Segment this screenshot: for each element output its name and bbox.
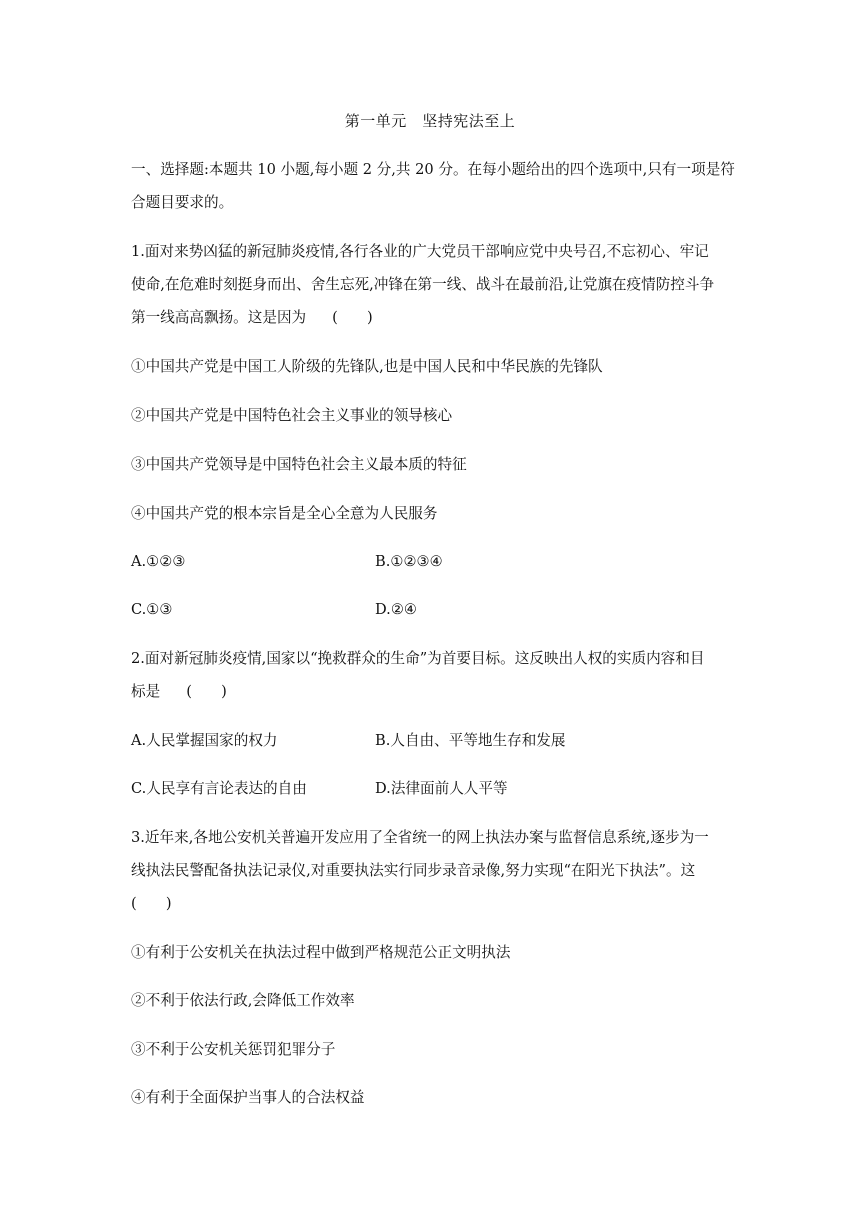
section-instructions-line2: 合题目要求的。 <box>131 194 234 211</box>
q1-statement-2: ②中国共产党是中国特色社会主义事业的领导核心 <box>131 407 453 424</box>
q3-statement-1: ①有利于公安机关在执法过程中做到严格规范公正文明执法 <box>131 944 511 961</box>
q2-stem-line2 <box>131 682 731 702</box>
q3-statement-3: ③不利于公安机关惩罚犯罪分子 <box>131 1041 336 1058</box>
q3-statement-2: ②不利于依法行政,会降低工作效率 <box>131 992 355 1009</box>
q1-option-d: D.②④ <box>375 601 417 618</box>
q3-stem-line1: 3.近年来,各地公安机关普遍开发应用了全省统一的网上执法办案与监督信息系统,逐步为一 <box>131 829 709 846</box>
q1-option-a: A.①②③ <box>131 553 186 570</box>
q3-stem-line2: 线执法民警配备执法记录仪,对重要执法实行同步录音录像,努力实现“在阳光下执法”。这 <box>131 862 696 879</box>
q3-statement-4: ④有利于全面保护当事人的合法权益 <box>131 1089 365 1106</box>
q2-answer-blank: ( ) <box>186 683 227 700</box>
q2-option-c: C.人民享有言论表达的自由 <box>131 780 307 797</box>
q2-option-d: D.法律面前人人平等 <box>375 780 508 797</box>
q1-stem-text: 第一线高高飘扬。这是因为 <box>131 309 307 326</box>
q1-statement-4: ④中国共产党的根本宗旨是全心全意为人民服务 <box>131 505 438 522</box>
q1-answer-blank: ( ) <box>332 309 373 326</box>
q1-option-c: C.①③ <box>131 601 173 618</box>
q1-statement-1: ①中国共产党是中国工人阶级的先锋队,也是中国人民和中华民族的先锋队 <box>131 358 603 375</box>
q1-statement-3: ③中国共产党领导是中国特色社会主义最本质的特征 <box>131 456 467 473</box>
section-instructions-line1: 一、选择题:本题共 10 小题,每小题 2 分,共 20 分。在每小题给出的四个选项中,只有一项是符 <box>131 161 735 178</box>
q1-stem-line3 <box>131 308 731 328</box>
q3-answer-blank: ( ) <box>131 895 172 912</box>
q1-option-b: B.①②③④ <box>375 553 443 570</box>
q2-stem-text: 标是 <box>131 683 161 700</box>
q1-stem-line2: 使命,在危难时刻挺身而出、舍生忘死,冲锋在第一线、战斗在最前沿,让党旗在疫情防控斗争 <box>131 276 715 293</box>
page-title: 第一单元 坚持宪法至上 <box>344 112 516 130</box>
q2-option-a: A.人民掌握国家的权力 <box>131 732 278 749</box>
q1-stem-line1: 1.面对来势凶猛的新冠肺炎疫情,各行各业的广大党员干部响应党中央号召,不忘初心、牢记 <box>131 243 709 260</box>
q2-stem-line1: 2.面对新冠肺炎疫情,国家以“挽救群众的生命”为首要目标。这反映出人权的实质内容和目 <box>131 650 705 667</box>
q2-option-b: B.人自由、平等地生存和发展 <box>375 732 566 749</box>
